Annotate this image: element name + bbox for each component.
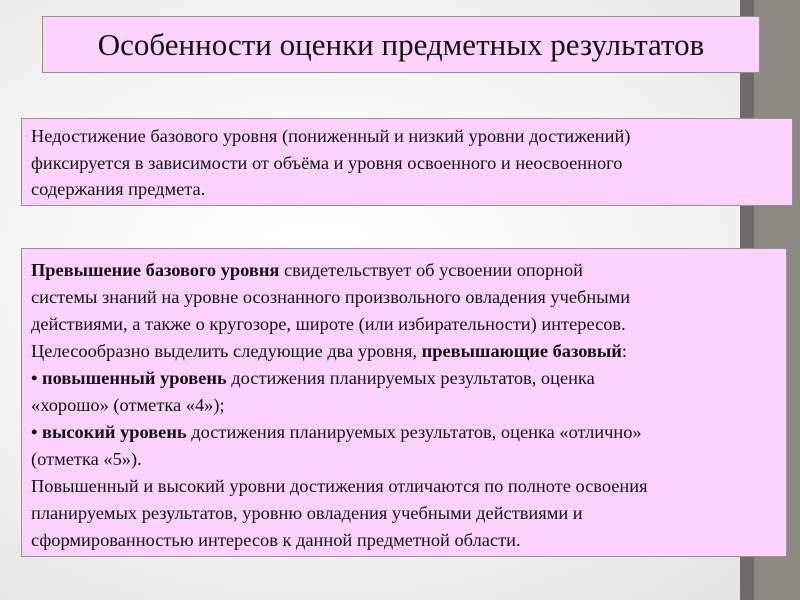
text-span: Целесообразно выделить следующие два уровня, — [31, 341, 422, 361]
text-line: планируемых результатов, уровню овладения учебными действиями и — [31, 503, 583, 523]
text-span: свидетельствует об усвоении опорной — [279, 260, 584, 280]
text-block-above-basic — [21, 248, 787, 557]
text-line: Недостижение базового уровня (пониженный и низкий уровни достижений) — [31, 126, 631, 146]
title-box — [42, 16, 760, 73]
text-line — [31, 257, 778, 284]
text-block-underachievement — [21, 118, 793, 206]
bold-term: превышающие базовый — [421, 341, 622, 361]
text-line: сформированностью интересов к данной предметной области. — [31, 530, 521, 550]
text-line: (отметка «5»). — [31, 449, 142, 469]
text-line: действиями, а также о кругозоре, широте (или избирательности) интересов. — [31, 314, 626, 334]
text-line: фиксируется в зависимости от объёма и уровня освоенного и неосвоенного — [31, 152, 623, 173]
text-span: достижения планируемых результатов, оценка — [226, 368, 595, 388]
text-line — [31, 338, 778, 365]
text-line: «хорошо» (отметка «4»); — [31, 395, 225, 415]
text-line: Повышенный и высокий уровни достижения отличаются по полноте освоения — [31, 476, 648, 496]
bullet-line — [31, 419, 778, 446]
text-line: содержания предмета. — [31, 179, 206, 199]
bold-term: • высокий уровень — [31, 422, 187, 442]
text-span: достижения планируемых результатов, оценка «отлично» — [186, 422, 642, 442]
text-span: : — [621, 341, 628, 361]
bold-term: Превышение базового уровня — [31, 260, 280, 280]
bold-term: • повышенный уровень — [31, 368, 227, 388]
text-line: системы знаний на уровне осознанного произвольного овладения учебными — [31, 287, 631, 307]
bullet-line — [31, 365, 778, 392]
slide-title: Особенности оценки предметных результатов — [97, 26, 705, 62]
